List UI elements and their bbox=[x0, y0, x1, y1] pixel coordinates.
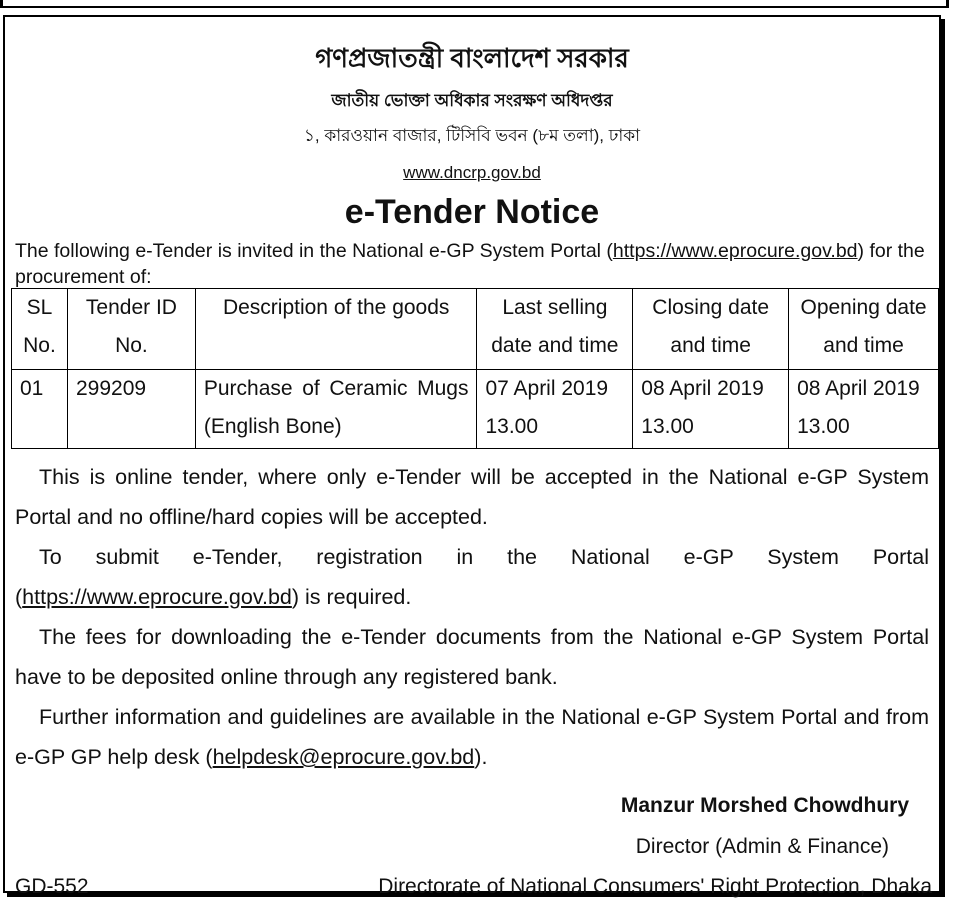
cell-opening: 08 April 2019 13.00 bbox=[789, 370, 939, 449]
cell-sl: 01 bbox=[12, 370, 68, 449]
header-opening: Opening date and time bbox=[789, 289, 939, 370]
cell-tender-id: 299209 bbox=[67, 370, 195, 449]
header-sl-no: SL No. bbox=[12, 289, 68, 370]
p4-after: ). bbox=[474, 745, 488, 769]
p2-before: To submit e-Tender, registration in the National e-GP System Portal ( bbox=[15, 545, 929, 609]
paragraph-online-tender: This is online tender, where only e-Tender will be accepted in the National e-GP System Portal and no offline/hard copies will be accepted. bbox=[15, 465, 929, 529]
table-header-row bbox=[12, 289, 939, 370]
tender-notice bbox=[3, 15, 941, 898]
paragraph-helpdesk bbox=[15, 697, 929, 777]
department-name: জাতীয় ভোক্তা অধিকার সংরক্ষণ অধিদপ্তর bbox=[331, 91, 613, 110]
header-description: Description of the goods bbox=[195, 289, 477, 370]
paragraph-fees: The fees for downloading the e-Tender documents from the National e-GP System Portal have to be deposited online through any registered bank. bbox=[15, 625, 929, 689]
intro-before: The following e-Tender is invited in the National e-GP System Portal ( bbox=[15, 240, 613, 262]
signatory-organization: Directorate of National Consumers' Right Protection, Dhaka bbox=[378, 875, 932, 898]
government-name: গণপ্রজাতন্ত্রী বাংলাদেশ সরকার bbox=[315, 43, 629, 73]
signatory-title: Director (Admin & Finance) bbox=[635, 835, 889, 858]
notice-title: e-Tender Notice bbox=[344, 193, 600, 231]
table-row bbox=[12, 370, 939, 449]
signatory-name: Manzur Morshed Chowdhury bbox=[620, 794, 909, 817]
department-address: ১, কারওয়ান বাজার, টিসিবি ভবন (৮ম তলা), ঢাকা bbox=[303, 126, 641, 145]
intro-text bbox=[15, 238, 927, 290]
header-last-selling: Last selling date and time bbox=[477, 289, 633, 370]
p4-before: Further information and guidelines are available in the National e-GP System Portal and from e-GP GP help desk ( bbox=[15, 705, 929, 769]
gd-code: GD-552 bbox=[15, 875, 89, 898]
paragraph-registration bbox=[15, 537, 929, 617]
header-tender-id: Tender ID No. bbox=[67, 289, 195, 370]
previous-notice-edge bbox=[0, 0, 949, 8]
website-link[interactable]: www.dncrp.gov.bd bbox=[403, 163, 541, 182]
header-closing: Closing date and time bbox=[633, 289, 789, 370]
notice-body bbox=[15, 457, 929, 777]
intro-after: ) for the procurement of: bbox=[15, 240, 925, 288]
helpdesk-email-link[interactable]: helpdesk@eprocure.gov.bd bbox=[212, 745, 475, 769]
cell-last-selling: 07 April 2019 13.00 bbox=[477, 370, 633, 449]
eprocure-link[interactable]: https://www.eprocure.gov.bd bbox=[612, 240, 858, 262]
cell-description: Purchase of Ceramic Mugs (English Bone) bbox=[195, 370, 477, 449]
tender-table bbox=[11, 288, 939, 449]
cell-closing: 08 April 2019 13.00 bbox=[633, 370, 789, 449]
p2-after: ) is required. bbox=[291, 585, 412, 609]
registration-link[interactable]: https://www.eprocure.gov.bd bbox=[22, 585, 292, 609]
